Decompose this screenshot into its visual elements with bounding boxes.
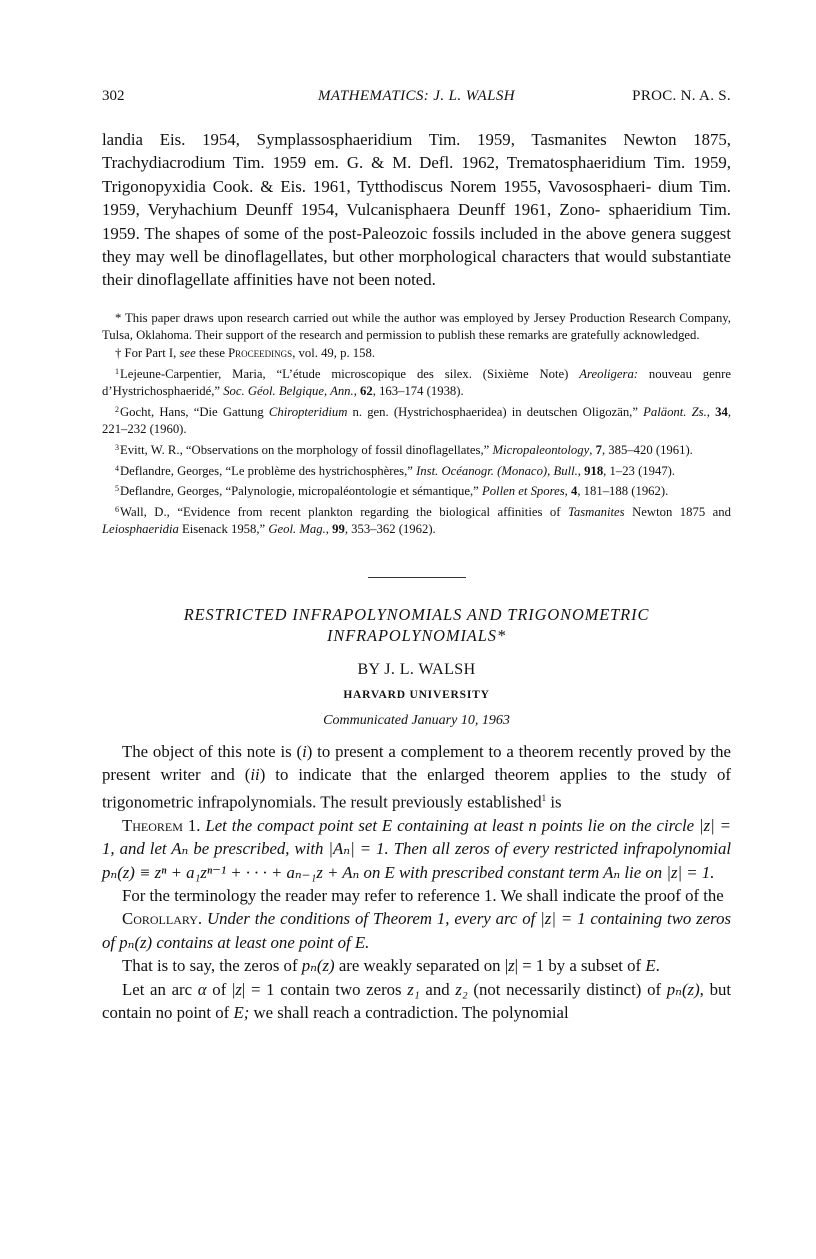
- affiliation: HARVARD UNIVERSITY: [343, 688, 490, 701]
- intro-paragraph: The object of this note is (i) to present a complement to a theorem recently proved by the present writer and (ii) to indicate that the enlarged theorem applies to the study of trigonometric infrapolynomials. The result previously established$^1$ is: [102, 741, 731, 812]
- title-line: RESTRICTED INFRAPOLYNOMIALS AND TRIGONOMETRIC: [183, 604, 650, 624]
- running-header: [102, 88, 731, 110]
- continuation-line: Trachydiacrodium Tim. 1959 em. G. & M. Defl. 1962, Trematosphaeridium Tim.: [102, 153, 686, 173]
- footnote-3: $^3$Evitt, W. R., “Observations on the morphology of fossil dinoflagellates,” Micropaleontology, 7, 385–420 (1961).: [115, 443, 693, 457]
- corollary: [102, 907, 731, 954]
- footnote-5: $^5$Deflandre, Georges, “Palynologie, micropaléontologie et sémantique,” Pollen et Spores, 4, 181–188 (1962).: [115, 484, 669, 499]
- running-title: MATHEMATICS: J. L. WALSH: [317, 88, 515, 104]
- footnote-dagger: † For Part I, see these Proceedings, vol. 49, p. 158.: [115, 346, 376, 361]
- continuation-line: 1959, Trigonopyxidia Cook. & Eis. 1961, Tytthodiscus Norem 1955, Vavososphaeri-: [102, 153, 731, 196]
- article-body: [102, 740, 731, 1024]
- communicated-date: Communicated January 10, 1963: [323, 712, 510, 728]
- continuation-line: in the above genera suggest they may well be dinoflagellates, but other morphological: [102, 223, 731, 267]
- article-title: [102, 604, 731, 647]
- journal-page: [102, 88, 731, 1024]
- author-byline: BY J. L. WALSH: [357, 660, 476, 678]
- journal-abbrev: PROC. N. A. S.: [632, 88, 731, 104]
- footnote-4: $^4$Deflandre, Georges, “Le problème des hystrichosphères,” Inst. Océanogr. (Monaco), Bull., 918, 1–23 (1947).: [115, 463, 676, 478]
- theorem-statement: Let the compact point set E containing at least n points lie on the circle |z| = 1, and let Aₙ be prescribed, with |Aₙ| = 1. Then all zeros of every restricted infrapolynomial pₙ(z) ≡ zⁿ + a₁zⁿ⁻¹ + · · · + aₙ₋₁z + Aₙ on E with prescribed constant term Aₙ lie on |z| = 1.: [102, 815, 732, 882]
- footnote-1: $^1$Lejeune-Carpentier, Maria, “L’étude microscopique des silex. (Sixième Note) Areoligera: nouveau genre d’Hystrichosphaeridé,” Soc. Géol. Belgique, Ann., 62, 163–174 (1938).: [102, 366, 731, 399]
- continuation-line: sphaeridium Tim. 1959. The shapes of some of the post-Paleozoic fossils included: [102, 200, 731, 243]
- title-line: INFRAPOLYNOMIALS*: [327, 626, 506, 646]
- footnotes: [102, 310, 731, 539]
- continuation-line: characters that would substantiate their dinoflagellate affinities have not been: [102, 247, 731, 290]
- corollary-statement: Under the conditions of Theorem 1, every arc of |z| = 1 containing two zeros of pₙ(z) contains at least one point of E.: [102, 909, 731, 952]
- proof-paragraph: Let an arc α of |z| = 1 contain two zeros z₁ and z₂ (not necessarily distinct) of pₙ(z), but contain no point of E; we shall reach a contradiction. The polynomial: [102, 979, 732, 1023]
- continuation-line: noted.: [394, 270, 436, 290]
- continuation-paragraph: [102, 128, 731, 292]
- separation-paragraph: That is to say, the zeros of pₙ(z) are weakly separated on |z| = 1 by a subset of E.: [122, 956, 660, 976]
- terminology-paragraph: For the terminology the reader may refer to reference 1. We shall indicate the proof of the: [122, 886, 724, 905]
- footnote-6: $^6$Wall, D., “Evidence from recent plankton regarding the biological affinities of Tasmanites Newton 1875 and Leiosphaeridia Eisenack 1958,” Geol. Mag., 99, 353–362 (1962).: [102, 504, 731, 537]
- footnote-2: $^2$Gocht, Hans, “Die Gattung Chiropteridium n. gen. (Hystrichosphaeridea) in deutschen Oligozän,” Paläont. Zs., 34, 221–232 (1960).: [102, 404, 731, 437]
- corollary-label: Corollary.: [122, 909, 203, 929]
- theorem-1: [102, 814, 731, 884]
- continuation-line: landia Eis. 1954, Symplassosphaeridium Tim. 1959, Tasmanites Newton 1875,: [102, 130, 731, 149]
- page-number: 302: [102, 88, 125, 104]
- continuation-line: dium Tim. 1959, Veryhachium Deunff 1954, Vulcanisphaera Deunff 1961, Zono-: [102, 176, 731, 220]
- theorem-label: Theorem 1.: [122, 815, 201, 835]
- footnote-star: * This paper draws upon research carried out while the author was employed by Jersey Production Research Company, Tulsa, Oklahoma. Their support of the research and permission to publish these remarks are gratefully acknowledged.: [102, 310, 731, 343]
- section-divider: [368, 577, 466, 578]
